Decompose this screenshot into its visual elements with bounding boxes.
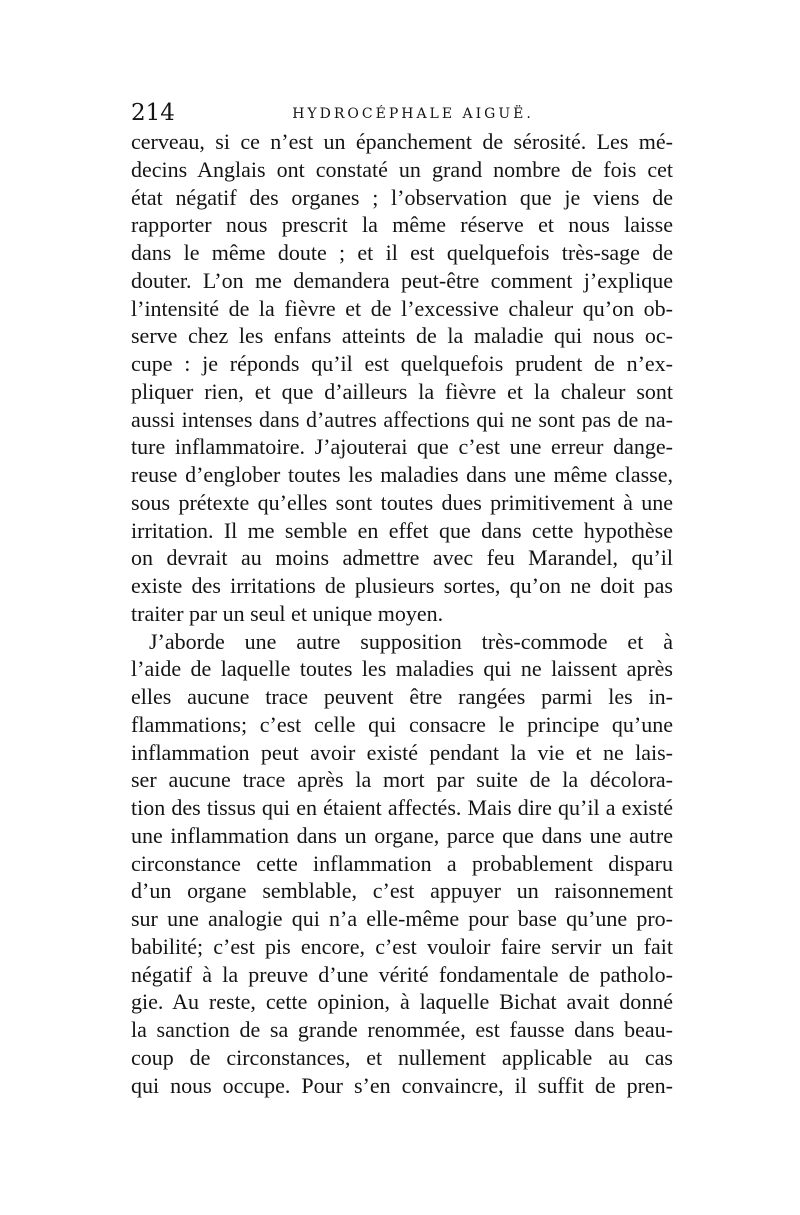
text-line: la sanction de sa grande renommée, est fausse dans beau- [131, 1017, 673, 1042]
text-line: rapporter nous prescrit la même réserve et nous laisse [131, 212, 673, 238]
text-line: elles aucune trace peuvent être rangées parmi les in- [131, 684, 673, 709]
text-line: existe des irritations de plusieurs sortes, qu’on ne doit pas [131, 573, 673, 598]
text-line: cupe : je réponds qu’il est quelquefois prudent de n’ex- [131, 351, 673, 376]
text-line: sous prétexte qu’elles sont toutes dues primitivement à une [131, 489, 673, 515]
text-line: inflammation peut avoir existé pendant la vie et ne lais- [131, 739, 673, 765]
text-line: qui nous occupe. Pour s’en convaincre, il suffit de pren- [131, 1072, 673, 1098]
text-line: l’aide de laquelle toutes les maladies qui ne laissent après [131, 656, 673, 682]
text-line: babilité; c’est pis encore, c’est vouloir faire servir un fait [131, 933, 673, 959]
paragraph-start-line: J’aborde une autre supposition très-commode et à [149, 628, 673, 654]
text-line: irritation. Il me semble en effet que dans cette hypothèse [131, 517, 673, 543]
page-header [131, 98, 673, 128]
running-title: HYDROCÉPHALE AIGUË. [292, 106, 534, 122]
text-line: flammations; c’est celle qui consacre le principe qu’une [131, 711, 673, 737]
text-line: état négatif des organes ; l’observation que je viens de [131, 184, 673, 210]
text-line: ture inflammatoire. J’ajouterai que c’est une erreur dange- [131, 434, 673, 460]
text-line: d’un organe semblable, c’est appuyer un raisonnement [131, 878, 673, 904]
text-line: aussi intenses dans d’autres affections qui ne sont pas de na- [131, 406, 673, 432]
text-line: pliquer rien, et que d’ailleurs la fièvre et la chaleur sont [131, 378, 673, 404]
text-line: on devrait au moins admettre avec feu Marandel, qu’il [131, 545, 673, 571]
text-line: l’intensité de la fièvre et de l’excessive chaleur qu’on ob- [131, 295, 673, 321]
text-line: une inflammation dans un organe, parce que dans une autre [131, 822, 673, 848]
text-line: coup de circonstances, et nullement applicable au cas [131, 1044, 673, 1070]
text-line: ser aucune trace après la mort par suite de la décolora- [131, 767, 673, 793]
text-line: tion des tissus qui en étaient affectés. Mais dire qu’il a existé [131, 795, 673, 820]
text-line: négatif à la preuve d’une vérité fondamentale de patholo- [131, 961, 673, 987]
text-line: gie. Au reste, cette opinion, à laquelle Bichat avait donné [131, 989, 673, 1015]
text-line: sur une analogie qui n’a elle-même pour base qu’une pro- [131, 906, 673, 931]
text-line: cerveau, si ce n’est un épanchement de sérosité. Les mé- [131, 129, 673, 154]
body-text [131, 128, 673, 1099]
text-line: decins Anglais ont constaté un grand nombre de fois cet [131, 156, 673, 182]
text-line: douter. L’on me demandera peut-être comment j’explique [131, 267, 673, 293]
text-line: serve chez les enfans atteints de la maladie qui nous oc- [131, 323, 673, 349]
text-line: circonstance cette inflammation a probablement disparu [131, 850, 673, 876]
paragraph-end-line: traiter par un seul et unique moyen. [131, 600, 444, 626]
text-line: dans le même doute ; et il est quelquefois très-sage de [131, 240, 673, 265]
text-line: reuse d’englober toutes les maladies dans une même classe, [131, 462, 673, 487]
page-number: 214 [131, 100, 175, 126]
